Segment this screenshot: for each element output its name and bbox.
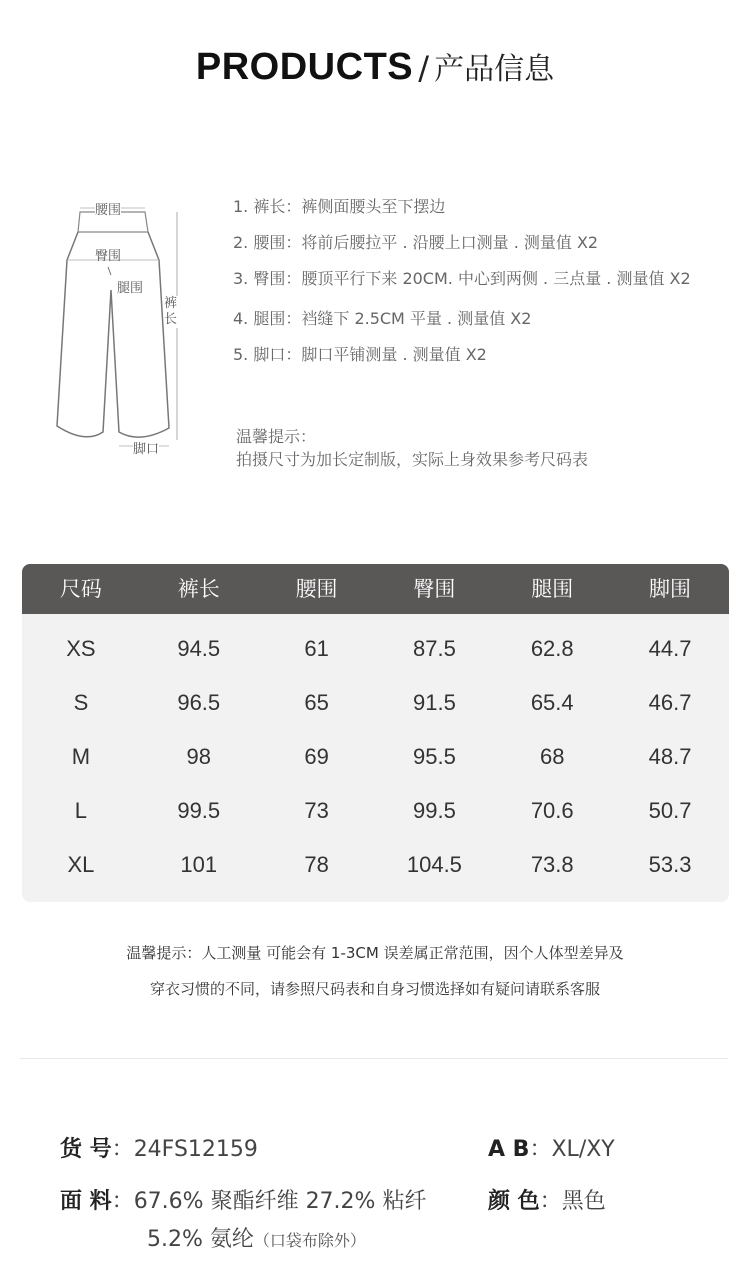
label-thigh: 腿围 xyxy=(117,281,144,296)
table-cell: 101 xyxy=(180,852,218,877)
header-waist: 腰围 xyxy=(295,577,338,601)
spec-color-value: 黑色 xyxy=(561,1189,606,1214)
header-thigh: 腿围 xyxy=(531,577,574,601)
table-cell: 53.3 xyxy=(648,852,692,877)
table-cell: 65.4 xyxy=(530,690,574,715)
colon: ： xyxy=(111,1189,134,1214)
spec-ab-label: A B xyxy=(488,1137,530,1162)
colon: ： xyxy=(111,1137,134,1162)
table-cell: 68 xyxy=(539,744,565,769)
table-cell: 87.5 xyxy=(412,636,456,661)
table-cell: 95.5 xyxy=(412,744,456,769)
note-waist: 2. 腰围：将前后腰拉平 . 沿腰上口测量 . 测量值 X2 xyxy=(233,233,599,252)
table-cell: 91.5 xyxy=(412,690,456,715)
tip-text: 拍摄尺寸为加长定制版，实际上身效果参考尺码表 xyxy=(236,450,589,469)
spec-fabric-label: 面 料 xyxy=(60,1189,112,1214)
page-title xyxy=(0,44,750,89)
header-length: 裤长 xyxy=(177,577,220,601)
table-cell: 99.5 xyxy=(177,798,221,823)
label-length: 裤长 xyxy=(164,296,180,328)
table-cell: 50.7 xyxy=(648,798,692,823)
disclaimer-line-2: 穿衣习惯的不同，请参照尺码表和自身习惯选择如有疑问请联系客服 xyxy=(149,980,600,998)
spec-item-no-label: 货 号 xyxy=(60,1137,112,1162)
table-row xyxy=(22,730,729,784)
table-cell: XL xyxy=(67,852,95,877)
table-cell: XS xyxy=(66,636,96,661)
disclaimer-line-1: 温馨提示：人工测量 可能会有 1-3CM 误差属正常范围，因个人体型差异及 xyxy=(126,944,624,962)
table-header xyxy=(22,564,729,614)
title-en: PRODUCTS xyxy=(195,46,414,88)
spec-fabric-note: （口袋布除外） xyxy=(253,1231,366,1250)
colon: ： xyxy=(539,1189,562,1214)
table-cell: 96.5 xyxy=(177,690,221,715)
table-cell: S xyxy=(73,690,89,715)
table-cell: 44.7 xyxy=(648,636,692,661)
tip-title: 温馨提示： xyxy=(236,427,317,446)
table-cell: 104.5 xyxy=(406,852,462,877)
table-cell: 73.8 xyxy=(530,852,574,877)
table-row xyxy=(22,676,729,730)
table-cell: 70.6 xyxy=(530,798,574,823)
note-hem: 5. 脚口：脚口平铺测量 . 测量值 X2 xyxy=(233,345,487,364)
table-cell: M xyxy=(71,744,91,769)
spec-color-label: 颜 色 xyxy=(488,1189,540,1214)
spec-fabric-value-2: 5.2% 氨纶 xyxy=(147,1227,254,1252)
spec-ab xyxy=(488,1132,615,1163)
table-cell: L xyxy=(74,798,88,823)
size-table xyxy=(22,564,729,902)
table-cell: 48.7 xyxy=(648,744,692,769)
table-row xyxy=(22,838,729,892)
table-row xyxy=(22,784,729,838)
colon: ： xyxy=(529,1137,552,1162)
table-cell: 78 xyxy=(304,852,329,877)
spec-color xyxy=(488,1184,606,1215)
table-cell: 73 xyxy=(304,798,329,823)
table-cell: 98 xyxy=(186,744,211,769)
title-cn: 产品信息 xyxy=(434,52,555,87)
spec-fabric-value-1: 67.6% 聚酯纤维 27.2% 粘纤 xyxy=(133,1189,427,1214)
spec-fabric-line2 xyxy=(147,1222,366,1253)
table-cell: 99.5 xyxy=(412,798,456,823)
table-cell: 94.5 xyxy=(177,636,221,661)
spec-ab-value: XL/XY xyxy=(551,1137,615,1162)
title-separator: / xyxy=(418,49,429,87)
table-cell: 46.7 xyxy=(648,690,692,715)
table-cell: 65 xyxy=(304,690,329,715)
spec-fabric xyxy=(60,1184,426,1215)
note-thigh: 4. 腿围：裆缝下 2.5CM 平量 . 测量值 X2 xyxy=(233,309,532,328)
label-waist: 腰围 xyxy=(95,199,121,218)
label-hem: 脚口 xyxy=(133,438,159,457)
table-cell: 61 xyxy=(304,636,329,661)
spec-item-no-value: 24FS12159 xyxy=(133,1137,258,1162)
label-hip: 臀围 xyxy=(95,249,122,264)
header-size: 尺码 xyxy=(59,577,102,601)
note-length: 1. 裤长：裤侧面腰头至下摆边 xyxy=(233,197,446,216)
section-divider xyxy=(20,1058,728,1059)
pants-outline-icon xyxy=(45,190,195,470)
table-cell: 62.8 xyxy=(530,636,574,661)
table-row xyxy=(22,622,729,676)
header-hip: 臀围 xyxy=(413,577,456,601)
pants-diagram xyxy=(45,190,195,470)
note-hip: 3. 臀围：腰顶平行下来 20CM. 中心到两侧 . 三点量 . 测量值 X2 xyxy=(233,269,691,288)
spec-item-no xyxy=(60,1132,258,1163)
header-hem: 脚围 xyxy=(649,577,692,601)
table-cell: 69 xyxy=(304,744,329,769)
